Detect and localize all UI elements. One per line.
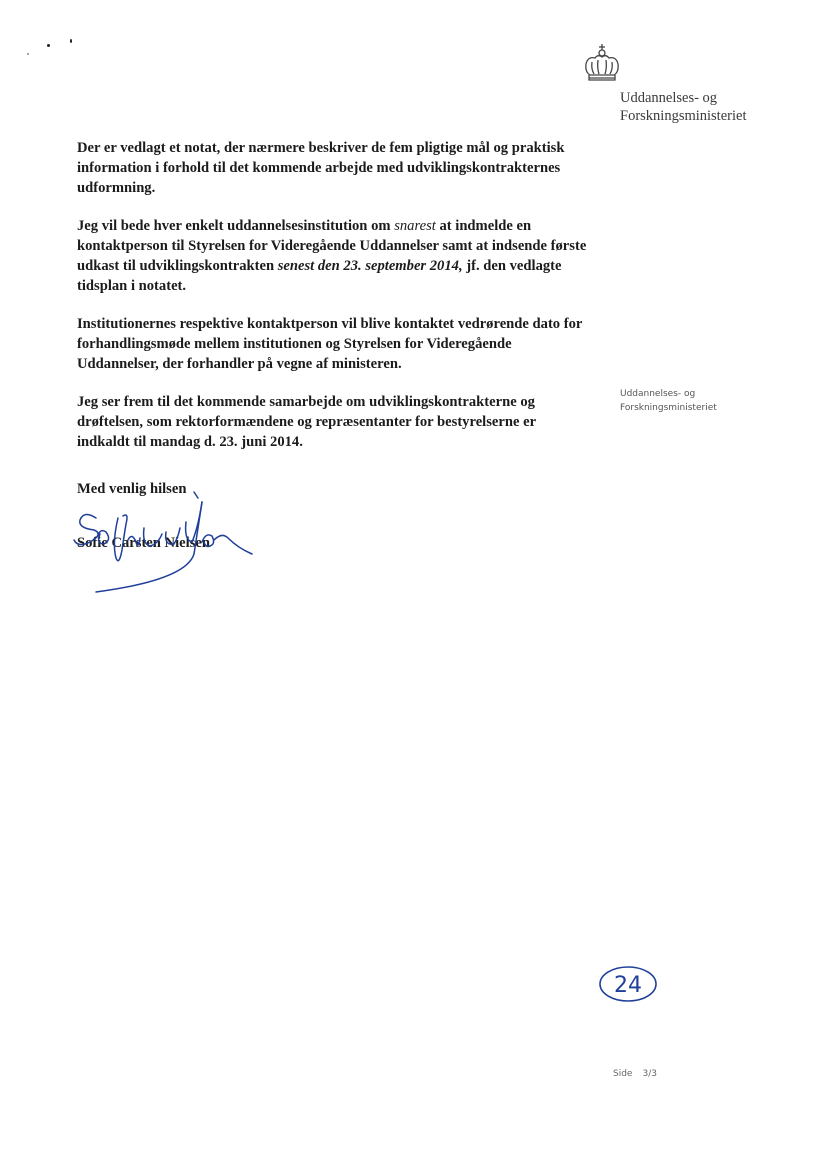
ministry-name-line2: Forskningsministeriet	[620, 108, 747, 124]
sidebar-ministry	[620, 387, 717, 415]
page-number-text: 24	[614, 973, 642, 998]
page-footer	[613, 1069, 657, 1079]
page-indicator: 3/3	[642, 1069, 657, 1079]
text-segment: Jeg vil bede hver enkelt uddannelsesinstitution om	[77, 218, 395, 234]
side-label: Side	[613, 1069, 633, 1079]
letter-body	[77, 138, 587, 470]
deadline-text: senest den 23. september 2014,	[277, 258, 463, 274]
scan-speck	[27, 53, 29, 55]
crown-icon	[578, 42, 626, 86]
scan-speck	[70, 39, 72, 43]
ministry-name-line1: Uddannelses- og	[620, 90, 718, 106]
paragraph-cooperation: Jeg ser frem til det kommende samarbejde om udviklingskontrakterne og drøftelsen, som rektorformændene og repræsentanter for bestyrelserne er indkaldt til mandag d. 23. juni 2014.	[77, 394, 536, 450]
ministry-header	[620, 89, 746, 125]
text-segment: jf. den vedlagte tidsplan i notatet.	[77, 258, 562, 294]
handwritten-page-number	[598, 962, 662, 1006]
sidebar-ministry-line2: Forskningsministeriet	[620, 403, 717, 413]
signer-name: Sofie Carsten Nielsen	[77, 535, 210, 551]
text-segment: at indmelde en kontaktperson til Styrelsen for Videregående Uddannelser samt at indsende første udkast til udviklingskontrakten	[77, 218, 587, 274]
paragraph-enclosed-note: Der er vedlagt et notat, der nærmere beskriver de fem pligtige mål og praktisk information i forhold til det kommende arbejde med udviklingskontrakternes udformning.	[77, 140, 565, 196]
emphasis-snarest: snarest	[394, 218, 436, 234]
scan-speck	[47, 44, 50, 47]
handwritten-signature	[66, 488, 266, 598]
paragraph-negotiation-meeting: Institutionernes respektive kontaktperson vil blive kontaktet vedrørende dato for forhandlingsmøde mellem institutionen og Styrelsen for Videregående Uddannelser, der forhandler på vegne af ministeren.	[77, 316, 583, 372]
sidebar-ministry-line1: Uddannelses- og	[620, 389, 696, 399]
closing-greeting: Med venlig hilsen	[77, 481, 187, 497]
paragraph-contact-request	[77, 216, 587, 296]
